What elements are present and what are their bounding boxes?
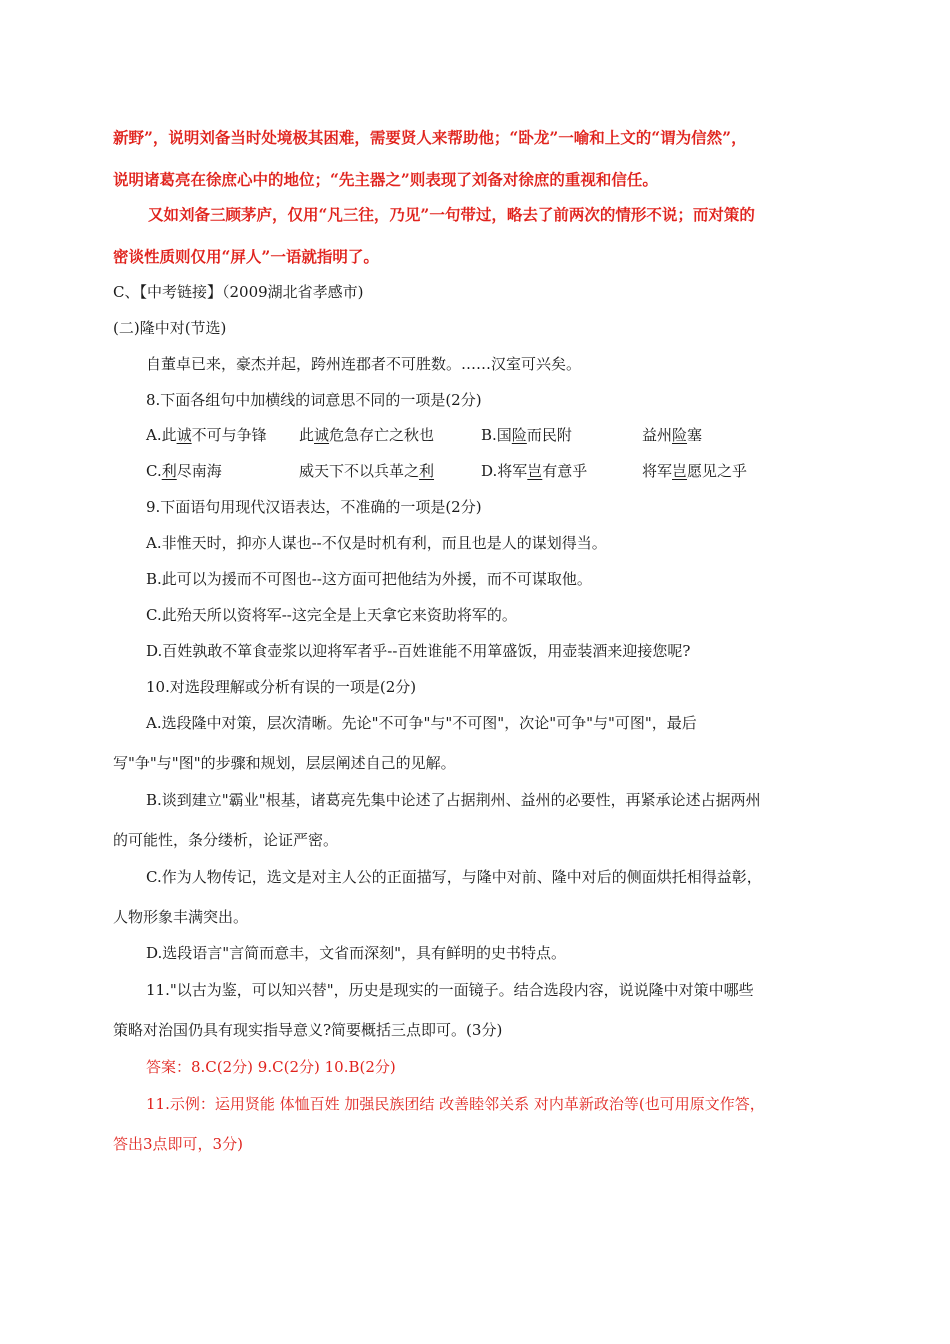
underlined-word: 利 bbox=[419, 462, 435, 480]
q9-option-b: B.此可以为援而不可图也--这方面可把他结为外援，而不可谋取他。 bbox=[146, 570, 592, 588]
answers-line-2: 11.示例：运用贤能 体恤百姓 加强民族团结 改善睦邻关系 对内革新政治等(也可用原文作答， bbox=[146, 1095, 765, 1113]
q11-stem-line1: 11."以古为鉴，可以知兴替"，历史是现实的一面镜子。结合选段内容，说说隆中对策中哪些 bbox=[146, 981, 754, 999]
underlined-word: 险 bbox=[511, 426, 527, 444]
q10-option-d: D.选段语言"言简而意丰，文省而深刻"，具有鲜明的史书特点。 bbox=[146, 944, 567, 962]
intro-line-2: 说明诸葛亮在徐庶心中的地位；“先主器之”则表现了刘备对徐庶的重视和信任。 bbox=[113, 170, 658, 189]
q10-option-b-line1: B.谈到建立"霸业"根基，诸葛亮先集中论述了占据荆州、益州的必要性，再紧承论述占据两州 bbox=[146, 791, 761, 809]
q10-stem: 10.对选段理解或分析有误的一项是(2分) bbox=[146, 678, 417, 696]
q10-option-b-line2: 的可能性，条分缕析，论证严密。 bbox=[113, 831, 339, 849]
q10-option-a-line2: 写"争"与"图"的步骤和规划，层层阐述自己的见解。 bbox=[113, 754, 456, 772]
intro-line-4: 密谈性质则仅用“屏人”一语就指明了。 bbox=[113, 247, 379, 266]
q10-option-c-line1: C.作为人物传记，选文是对主人公的正面描写，与隆中对前、隆中对后的侧面烘托相得益彰， bbox=[146, 868, 762, 886]
q8-option-b1: B.国险而民附 bbox=[481, 426, 572, 444]
q8-option-a2: 此诚危急存亡之秋也 bbox=[299, 426, 435, 444]
underlined-word: 险 bbox=[672, 426, 688, 444]
underlined-word: 诚 bbox=[176, 426, 192, 444]
q10-option-a-line1: A.选段隆中对策，层次清晰。先论"不可争"与"不可图"，次论"可争"与"可图"，最后 bbox=[146, 714, 697, 732]
q8-option-d2: 将军岂愿见之乎 bbox=[642, 462, 748, 480]
answers-line-1: 答案：8.C(2分) 9.C(2分) 10.B(2分) bbox=[146, 1058, 396, 1076]
section-subheading: (二)隆中对(节选) bbox=[113, 319, 227, 337]
underlined-word: 利 bbox=[161, 462, 177, 480]
q8-option-d1: D.将军岂有意乎 bbox=[481, 462, 588, 480]
q8-stem: 8.下面各组句中加横线的词意思不同的一项是(2分) bbox=[146, 391, 482, 409]
underlined-word: 岂 bbox=[672, 462, 688, 480]
answers-line-3: 答出3点即可，3分) bbox=[113, 1135, 243, 1153]
q8-option-b2: 益州险塞 bbox=[642, 426, 703, 444]
q9-option-c: C.此殆天所以资将军--这完全是上天拿它来资助将军的。 bbox=[146, 606, 517, 624]
q10-option-c-line2: 人物形象丰满突出。 bbox=[113, 908, 249, 926]
q9-stem: 9.下面语句用现代汉语表达，不准确的一项是(2分) bbox=[146, 498, 482, 516]
underlined-word: 岂 bbox=[527, 462, 543, 480]
section-heading: C、【中考链接】（2009湖北省孝感市) bbox=[113, 283, 364, 301]
q9-option-a: A.非惟天时，抑亦人谋也--不仅是时机有利，而且也是人的谋划得当。 bbox=[146, 534, 607, 552]
q8-option-c1: C.利尽南海 bbox=[146, 462, 222, 480]
q8-option-a1: A.此诚不可与争锋 bbox=[146, 426, 267, 444]
q11-stem-line2: 策略对治国仍具有现实指导意义?简要概括三点即可。(3分) bbox=[113, 1021, 503, 1039]
intro-line-3: 又如刘备三顾茅庐，仅用“凡三往，乃见”一句带过，略去了前两次的情形不说；而对策的 bbox=[148, 205, 755, 224]
underlined-word: 诚 bbox=[314, 426, 330, 444]
q8-option-c2: 威天下不以兵革之利 bbox=[299, 462, 435, 480]
excerpt-text: 自董卓已来，豪杰并起，跨州连郡者不可胜数。……汉室可兴矣。 bbox=[146, 355, 582, 373]
intro-line-1: 新野”，说明刘备当时处境极其困难，需要贤人来帮助他；“卧龙”一喻和上文的“谓为信然”， bbox=[113, 128, 747, 147]
q9-option-d: D.百姓孰敢不箪食壶浆以迎将军者乎--百姓谁能不用箪盛饭，用壶装酒来迎接您呢? bbox=[146, 642, 691, 660]
